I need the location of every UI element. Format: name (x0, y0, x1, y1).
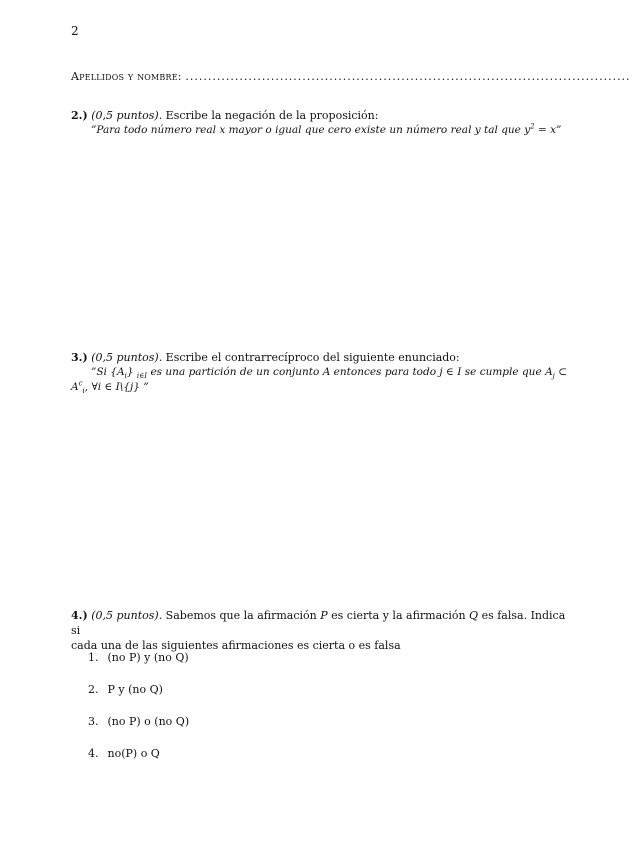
math-subscript: i∈I (136, 372, 148, 381)
question-4-points: (0,5 puntos) (91, 609, 159, 622)
list-item-text: P y (no Q) (107, 683, 163, 696)
list-item-number: 3. (88, 715, 99, 728)
list-item (88, 651, 189, 683)
question-4-list (88, 651, 189, 779)
question-4-prompt-continued: cada una de las siguientes afirmaciones es cierta o es falsa (71, 639, 401, 652)
question-4 (71, 608, 567, 653)
list-item (88, 715, 189, 747)
question-2 (71, 108, 571, 138)
prompt-part: es cierta y la afirmación (327, 609, 470, 622)
list-item-number: 4. (88, 747, 99, 760)
math-P: P (320, 609, 328, 622)
page-number: 2 (71, 24, 79, 38)
name-field (71, 70, 631, 83)
question-4-number: 4.) (71, 609, 88, 622)
question-4-prompt (71, 608, 567, 638)
statement-part: ⊂ A (71, 366, 568, 393)
list-item-number: 2. (88, 683, 99, 696)
list-item-number: 1. (88, 651, 99, 664)
math-x: x (219, 124, 226, 136)
math-superscript: c (78, 379, 83, 388)
statement-part: ”Si {A (91, 366, 125, 378)
math-subscript: j (552, 372, 555, 381)
question-3-text: . Escribe el contrarrecíproco del siguiente enunciado: (158, 351, 460, 364)
question-2-points: (0,5 puntos) (91, 109, 159, 122)
list-item (88, 747, 189, 779)
statement-part: } (126, 366, 137, 378)
math-subscript: i (82, 387, 85, 396)
statement-part: = x” (534, 124, 562, 136)
statement-part: A (545, 366, 553, 378)
list-item-text: (no P) o (no Q) (107, 715, 190, 728)
statement-part: ”Para todo número real (91, 124, 220, 136)
question-3-number: 3.) (71, 351, 88, 364)
list-item-text: no(P) o Q (107, 747, 160, 760)
question-3 (71, 350, 567, 395)
question-3-points: (0,5 puntos) (91, 351, 159, 364)
statement-part: mayor o igual que cero existe un número real y tal que y (225, 124, 531, 136)
question-2-statement (71, 123, 571, 138)
list-item (88, 683, 189, 715)
list-item-text: (no P) y (no Q) (107, 651, 189, 664)
prompt-part: . Sabemos que la afirmación (158, 609, 321, 622)
name-field-label: Apellidos y nombre: (71, 70, 182, 83)
name-field-dots: ................................................................................................... (185, 70, 631, 83)
question-2-prompt (71, 108, 571, 123)
statement-part: es una partición de un conjunto A entonces para todo j ∈ I se cumple que (147, 366, 542, 378)
math-subscript: i (124, 372, 127, 381)
statement-part: , ∀i ∈ I\{j} ” (84, 381, 149, 393)
question-3-prompt (71, 350, 567, 365)
prompt-part: es falsa. Indica si (71, 609, 566, 637)
question-2-number: 2.) (71, 109, 88, 122)
question-2-text: . Escribe la negación de la proposición: (158, 109, 379, 122)
math-Q: Q (469, 609, 479, 622)
question-3-statement (71, 365, 567, 395)
math-superscript: 2 (530, 122, 535, 131)
